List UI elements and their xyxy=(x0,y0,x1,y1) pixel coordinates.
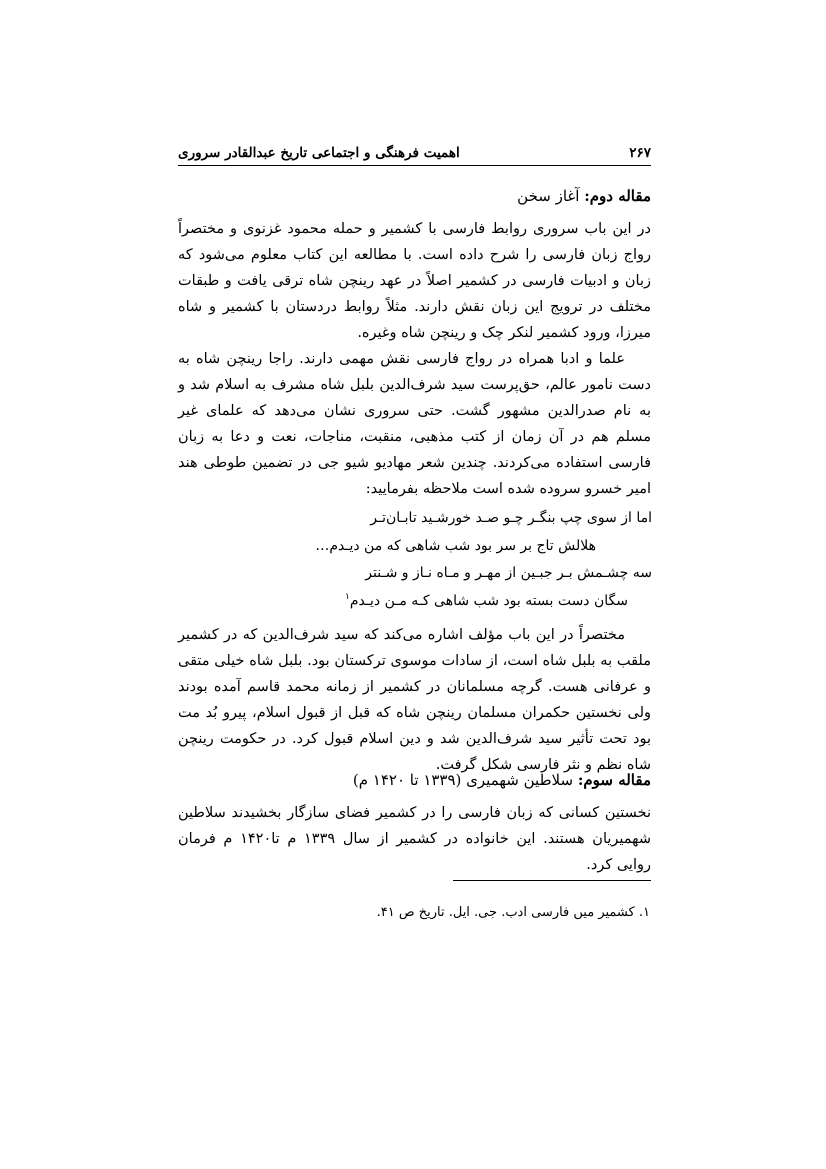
verse-line-4-text: سگان دست بسته بود شب شاهی کـه مـن دیـدم xyxy=(349,593,628,609)
section2-heading-text: آغاز سخن xyxy=(517,187,580,205)
section2-heading-label: مقاله دوم: xyxy=(584,187,651,205)
footnote-divider xyxy=(453,880,651,881)
section3-heading xyxy=(178,771,651,789)
footnote-reference: ۱ xyxy=(345,592,350,602)
running-head xyxy=(178,143,651,166)
verse-line-1: اما از سوی چپ بنگـر چـو صـد خورشـید تابـان‌تـر xyxy=(370,510,652,526)
verse-line-3: سه چشـمش بـر جبـین از مهـر و مـاه نـاز و شـنتر xyxy=(365,565,652,581)
section2-paragraph-2: علما و ادبا همراه در رواج فارسی نقش مهمی دارند. راجا رینچن شاه به دست نامور عالم، حق‌پرست سید شرف‌الدین بلبل شاه مشرف به اسلام شد و به نام صدرالدین مشهور گشت. حتی سروری نشان می‌دهد که علمای غیر مسلم هم در آن زمان از کتب مذهبی، منقبت، مناجات، نعت و دعا به زبان فارسی استفاده می‌کردند. چندین شعر مهادیو شیو جی در تضمین طوطی هند امیر خسرو سروده شده است ملاحظه بفرمایید: xyxy=(178,351,651,497)
running-head-title: اهمیت فرهنگی و اجتماعی تاریخ عبدالقادر سروری xyxy=(178,145,460,161)
page-number: ۲۶۷ xyxy=(629,145,651,161)
section2-paragraph-3: مختصراً در این باب مؤلف اشاره می‌کند که سید شرف‌الدین که در کشمیر ملقب به بلبل شاه است، از سادات موسوی ترکستان بود. بلبل شاه خیلی متقی و عرفانی هست. گرچه مسلمانان در کشمیر از زمانه محمد قاسم آمده بودند ولی نخستین حکمران مسلمان رینچن شاه که قبل از قبول اسلام، پیرو بُد مت بود تحت تأثیر سید شرف‌الدین شد و دین اسلام قبول کرد. در حکومت رینچن شاه نظم و نثر فارسی شکل گرفت. xyxy=(178,627,651,773)
footnote-marker: ۱. xyxy=(638,905,650,920)
section3-heading-label: مقاله سوم: xyxy=(577,771,651,789)
footnote xyxy=(180,905,650,920)
verse-line-2: هلالش تاج بر سر بود شب شاهی که من دیـدم… xyxy=(315,538,596,554)
verse-line-4 xyxy=(345,592,628,609)
section3-heading-text: سلاطین شهمیری (۱۳۳۹ تا ۱۴۲۰ م) xyxy=(352,771,574,789)
footnote-text: کشمیر میں فارسی ادب. جی. ایل. تاریخ ص ۴۱. xyxy=(376,905,635,920)
section2-paragraph-1: در این باب سروری روابط فارسی با کشمیر و حمله محمود غزنوی و مختصراً رواج زبان فارسی را شرح داده است. با مطالعه این کتاب معلوم می‌شود که زبان و ادبیات فارسی در کشمیر اصلاً در عهد رینچن شاه ترقی یافت و طبقات مختلف در ترویج این زبان نقش دارند. مثلاً روابط دردستان با کشمیر و شاه میرزا، ورود کشمیر لنکر چک و رینچن شاه وغیره. xyxy=(178,221,651,341)
section2-heading xyxy=(178,187,651,205)
section3-paragraph-1: نخستین کسانی که زبان فارسی را در کشمیر فضای سازگار بخشیدند سلاطین شهمیریان هستند. این خانواده در کشمیر از سال ۱۳۳۹ م تا۱۴۲۰ م فرمان روایی کرد. xyxy=(178,805,651,873)
